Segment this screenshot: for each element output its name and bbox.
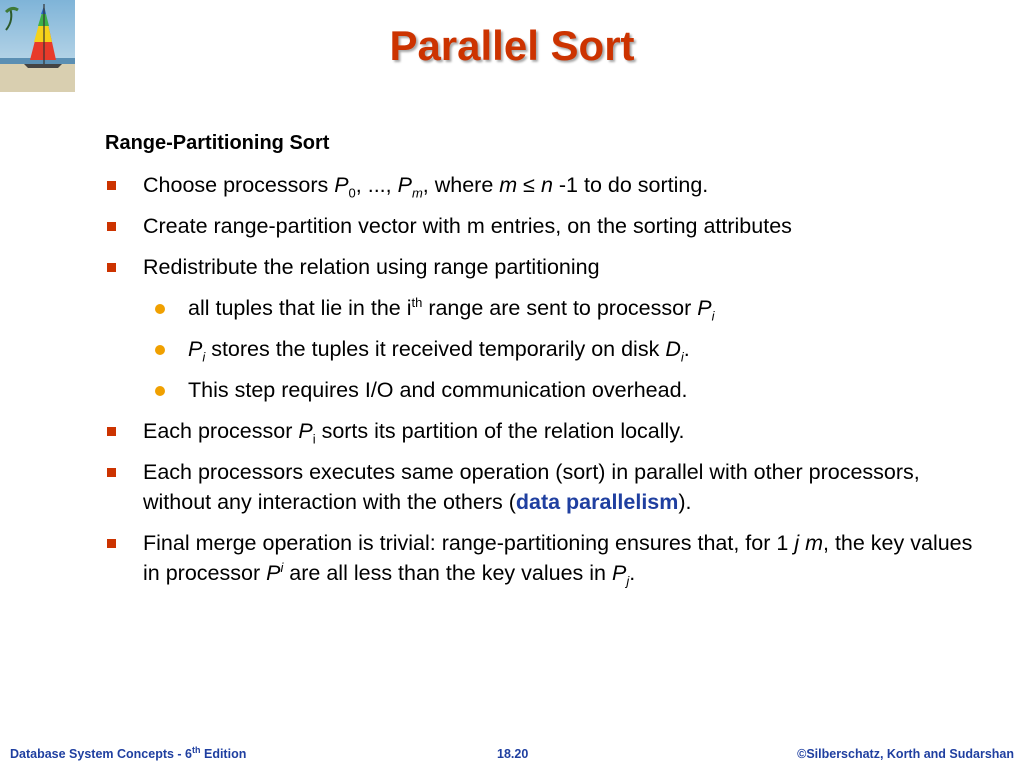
slide-body <box>105 128 985 599</box>
footer-slide-number: 18.20 <box>497 747 529 761</box>
square-bullet-icon <box>107 181 116 190</box>
footer-copyright: ©Silberschatz, Korth and Sudarshan <box>797 747 1014 761</box>
slide-title: Parallel Sort <box>389 22 635 69</box>
dot-bullet-icon <box>155 345 165 355</box>
bullet-choose-processors: Choose processors $P_0$, ..., $P_m$, where m ≤ n -1 to do sorting. <box>105 170 985 200</box>
square-bullet-icon <box>107 539 116 548</box>
bullet-local-sort: Each processor $P_i$ sorts its partition of the relation locally. <box>105 416 985 446</box>
square-bullet-icon <box>107 427 116 436</box>
bullet-range-vector: Create range-partition vector with m entries, on the sorting attributes <box>105 211 985 241</box>
bullet-data-parallelism: Each processors executes same operation (sort) in parallel with other processors, without any interaction with the others (data parallelism). <box>105 457 985 517</box>
footer-book-title: Database System Concepts - 6th Edition <box>10 744 247 761</box>
section-heading: Range-Partitioning Sort <box>105 132 330 154</box>
dot-bullet-icon <box>155 386 165 396</box>
data-parallelism-term: data parallelism <box>515 490 679 514</box>
sub-bullet-overhead: This step requires I/O and communication overhead. <box>105 375 985 405</box>
slide-footer <box>0 740 1024 768</box>
bullet-final-merge: Final merge operation is trivial: range-partitioning ensures that, for 1 j m, the key values in processor $P^i$ are all less than the key values in $P_j$. <box>105 528 985 588</box>
sub-bullet-tuples-sent: all tuples that lie in the $i^{th}$ range are sent to processor $P_i$ <box>105 293 985 323</box>
square-bullet-icon <box>107 222 116 231</box>
square-bullet-icon <box>107 263 116 272</box>
square-bullet-icon <box>107 468 116 477</box>
bullet-redistribute: Redistribute the relation using range partitioning <box>105 252 985 282</box>
sub-bullet-stores-tuples: $P_i$ stores the tuples it received temporarily on disk $D_i$. <box>105 334 985 364</box>
dot-bullet-icon <box>155 304 165 314</box>
